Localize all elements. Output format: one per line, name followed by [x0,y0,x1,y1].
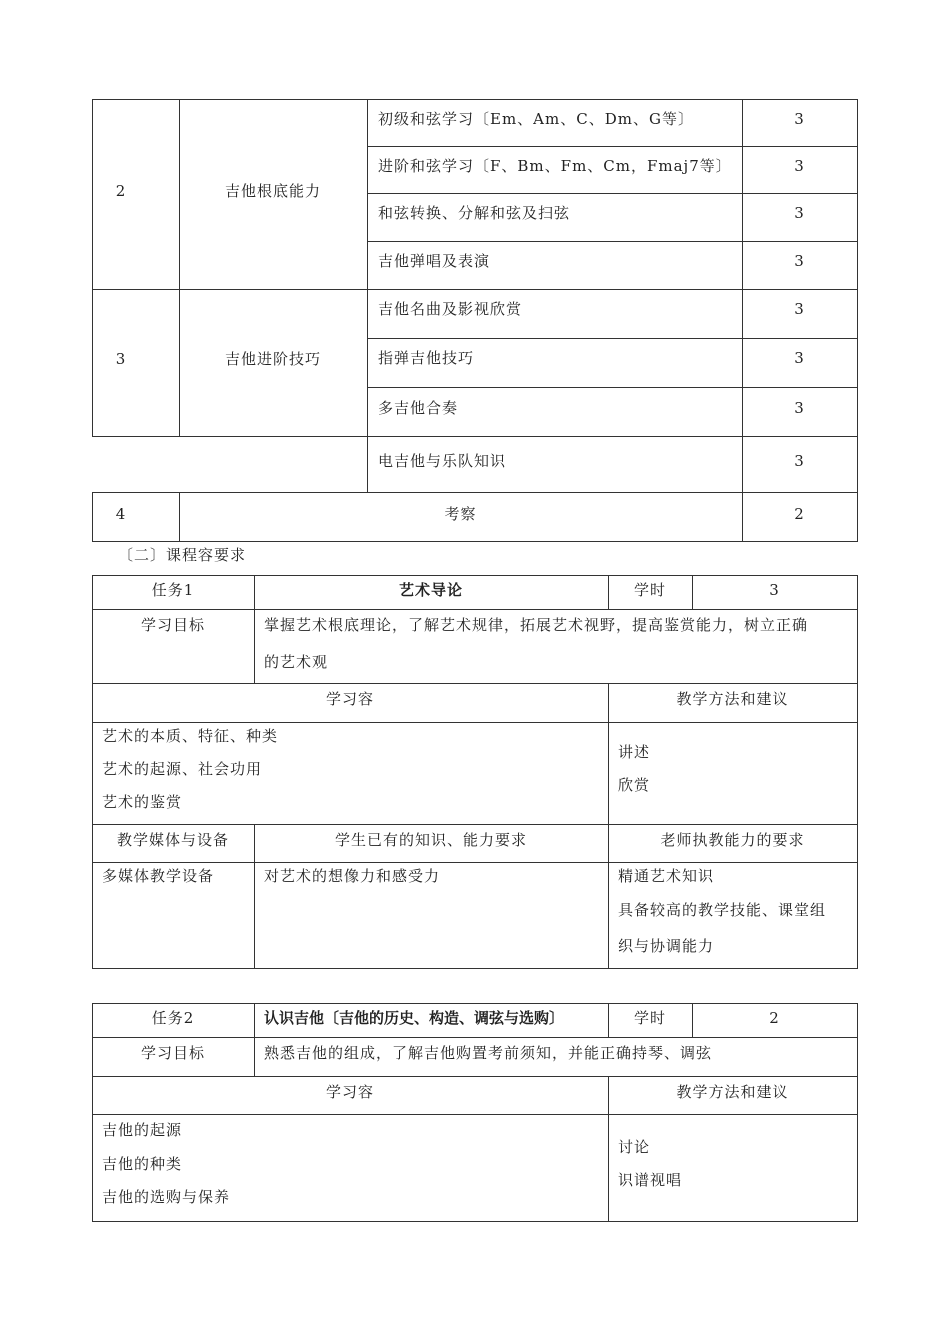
teacher-value: 织与协调能力 [618,937,715,955]
method-item: 识谱视唱 [618,1171,683,1189]
method-item: 讲述 [618,743,651,761]
hours-label: 学时 [633,581,666,599]
row-number: 3 [115,350,127,368]
content-item: 吉他的选购与保养 [102,1188,231,1206]
teacher-header: 老师执教能力的要求 [660,831,805,849]
content-header: 学习容 [325,1083,374,1101]
item-content: 和弦转换、分解和弦及扫弦 [378,204,571,222]
teacher-value: 精通艺术知识 [618,867,715,885]
item-content: 电吉他与乐队知识 [378,452,507,470]
item-hours: 3 [794,252,805,270]
item-hours: 3 [794,300,805,318]
item-hours: 3 [794,204,805,222]
item-content: 吉他弹唱及表演 [378,252,491,270]
content-item: 艺术的鉴赏 [102,793,183,811]
goal-text: 掌握艺术根底理论，了解艺术规律，拓展艺术视野，提高鉴赏能力，树立正确 [264,616,809,634]
exam-label: 考察 [444,505,477,523]
item-hours: 3 [794,157,805,175]
item-content: 多吉他合奏 [378,399,459,417]
content-header: 学习容 [325,690,374,708]
item-hours: 3 [794,452,805,470]
hours-value: 3 [769,581,780,599]
content-item: 艺术的起源、社会功用 [102,760,263,778]
method-header: 教学方法和建议 [676,690,789,708]
task-label: 任务2 [151,1009,195,1027]
item-content: 指弹吉他技巧 [378,349,475,367]
item-content: 进阶和弦学习〔F、Bm、Fm、Cm，Fmaj7等〕 [378,157,732,175]
task-label: 任务1 [151,581,195,599]
content-item: 艺术的本质、特征、种类 [102,727,279,745]
goal-label: 学习目标 [140,616,205,634]
item-hours: 3 [794,349,805,367]
module-name: 吉他根底能力 [224,182,321,200]
method-item: 欣赏 [618,776,651,794]
exam-hours: 2 [794,505,805,523]
task-title: 艺术导论 [398,581,463,599]
method-header: 教学方法和建议 [676,1083,789,1101]
task-title: 认识吉他〔吉他的历史、构造、调弦与选购〕 [264,1009,565,1027]
goal-text: 熟悉吉他的组成，了解吉他购置考前须知，并能正确持琴、调弦 [264,1044,713,1062]
student-value: 对艺术的想像力和感受力 [264,867,441,885]
row-number: 4 [115,505,127,523]
row-number: 2 [115,182,127,200]
module-name: 吉他进阶技巧 [224,350,321,368]
hours-value: 2 [769,1009,780,1027]
item-content: 初级和弦学习〔Em、Am、C、Dm、G等〕 [378,110,694,128]
goal-text: 的艺术观 [264,653,329,671]
item-content: 吉他名曲及影视欣赏 [378,300,523,318]
item-hours: 3 [794,110,805,128]
item-hours: 3 [794,399,805,417]
method-item: 讨论 [618,1138,651,1156]
teacher-value: 具备较高的教学技能、课堂组 [618,901,827,919]
media-header: 教学媒体与设备 [116,831,229,849]
goal-label: 学习目标 [140,1044,205,1062]
hours-label: 学时 [633,1009,666,1027]
content-item: 吉他的种类 [102,1155,183,1173]
student-header: 学生已有的知识、能力要求 [334,831,527,849]
media-value: 多媒体教学设备 [102,867,215,885]
content-item: 吉他的起源 [102,1121,183,1139]
section-heading: 〔二〕课程容要求 [118,546,247,564]
